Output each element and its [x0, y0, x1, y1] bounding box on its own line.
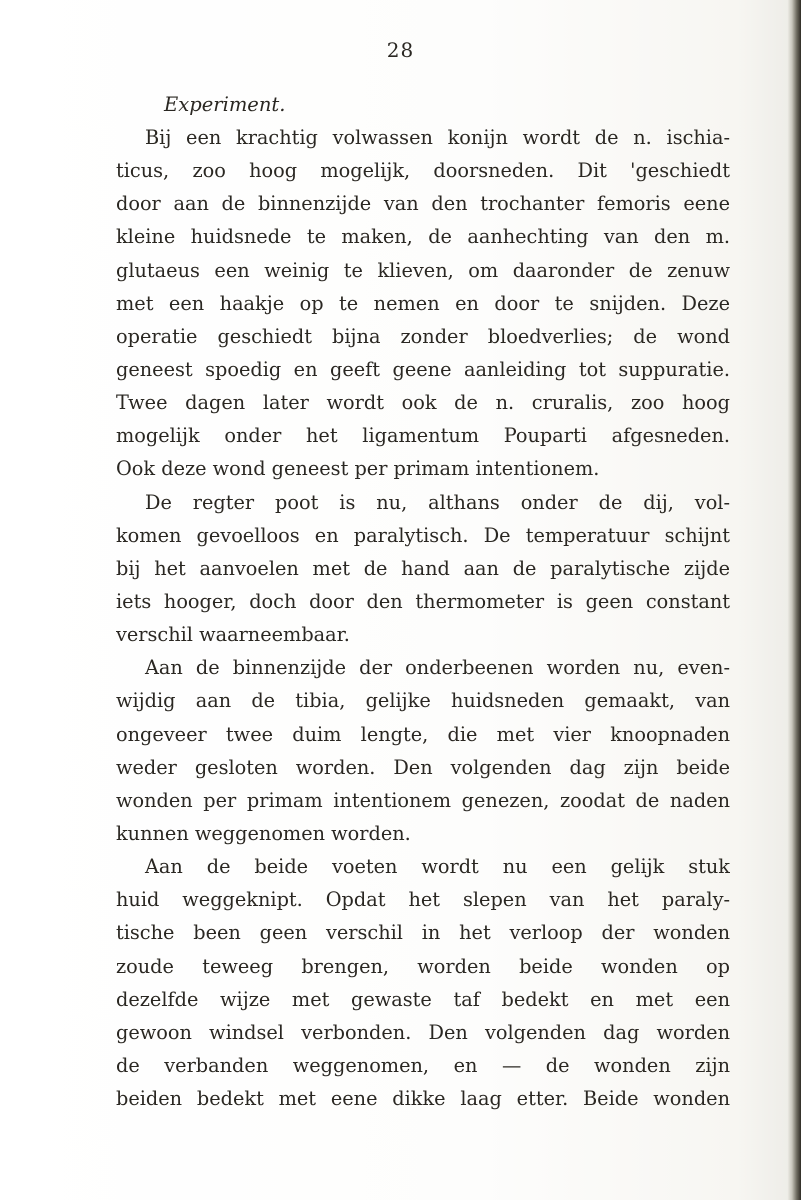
- text-line: geneest spoedig en geeft geene aanleiding tot suppuratie.: [116, 357, 730, 381]
- text-line: kleine huidsnede te maken, de aanhechting van den m.: [116, 225, 730, 249]
- text-line: Bij een krachtig volwassen konijn wordt de n. ischia-: [145, 126, 730, 149]
- text-line: met een haakje op te nemen en door te snijden. Deze: [116, 291, 730, 315]
- text-line: huid weggeknipt. Opdat het slepen van het paraly-: [116, 888, 730, 912]
- text-line: wijdig aan de tibia, gelijke huidsneden gemaakt, van: [116, 689, 730, 713]
- text-line: verschil waarneembaar.: [116, 623, 350, 647]
- body-text: [116, 88, 730, 1115]
- text-line: weder gesloten worden. Den volgenden dag zijn beide: [116, 755, 730, 779]
- text-line: dezelfde wijze met gewaste taf bedekt en met een: [116, 987, 730, 1011]
- text-line: gewoon windsel verbonden. Den volgenden dag worden: [116, 1020, 730, 1044]
- text-line: bij het aanvoelen met de hand aan de paralytische zijde: [116, 556, 730, 580]
- text-line: Aan de binnenzijde der onderbeenen worden nu, even-: [145, 656, 730, 680]
- text-line: kunnen weggenomen worden.: [116, 821, 411, 845]
- page-edge-shadow: [787, 0, 801, 1200]
- text-line: mogelijk onder het ligamentum Pouparti afgesneden.: [116, 424, 730, 448]
- text-line: Twee dagen later wordt ook de n. cruralis, zoo hoog: [116, 391, 730, 415]
- page-number: 28: [386, 38, 415, 62]
- text-line: komen gevoelloos en paralytisch. De temperatuur schijnt: [116, 523, 730, 547]
- section-heading: Experiment.: [164, 93, 286, 116]
- text-line: door aan de binnenzijde van den trochanter femoris eene: [116, 192, 730, 216]
- text-line: Ook deze wond geneest per primam intentionem.: [116, 457, 600, 481]
- text-line: glutaeus een weinig te klieven, om daaronder de zenuw: [116, 258, 730, 282]
- text-line: wonden per primam intentionem genezen, zoodat de naden: [116, 788, 730, 812]
- text-line: ticus, zoo hoog mogelijk, doorsneden. Dit 'geschiedt: [116, 159, 730, 183]
- text-line: tische been geen verschil in het verloop der wonden: [116, 921, 730, 945]
- text-line: Aan de beide voeten wordt nu een gelijk stuk: [145, 855, 730, 879]
- text-line: ongeveer twee duim lengte, die met vier knoopnaden: [116, 722, 730, 746]
- text-line: zoude teweeg brengen, worden beide wonden op: [116, 954, 730, 978]
- text-line: de verbanden weggenomen, en — de wonden zijn: [116, 1053, 730, 1077]
- text-line: iets hooger, doch door den thermometer is geen constant: [116, 589, 730, 613]
- text-line: De regter poot is nu, althans onder de dij, vol-: [145, 490, 730, 514]
- text-line: beiden bedekt met eene dikke laag etter. Beide wonden: [116, 1087, 730, 1111]
- text-line: operatie geschiedt bijna zonder bloedverlies; de wond: [116, 324, 730, 348]
